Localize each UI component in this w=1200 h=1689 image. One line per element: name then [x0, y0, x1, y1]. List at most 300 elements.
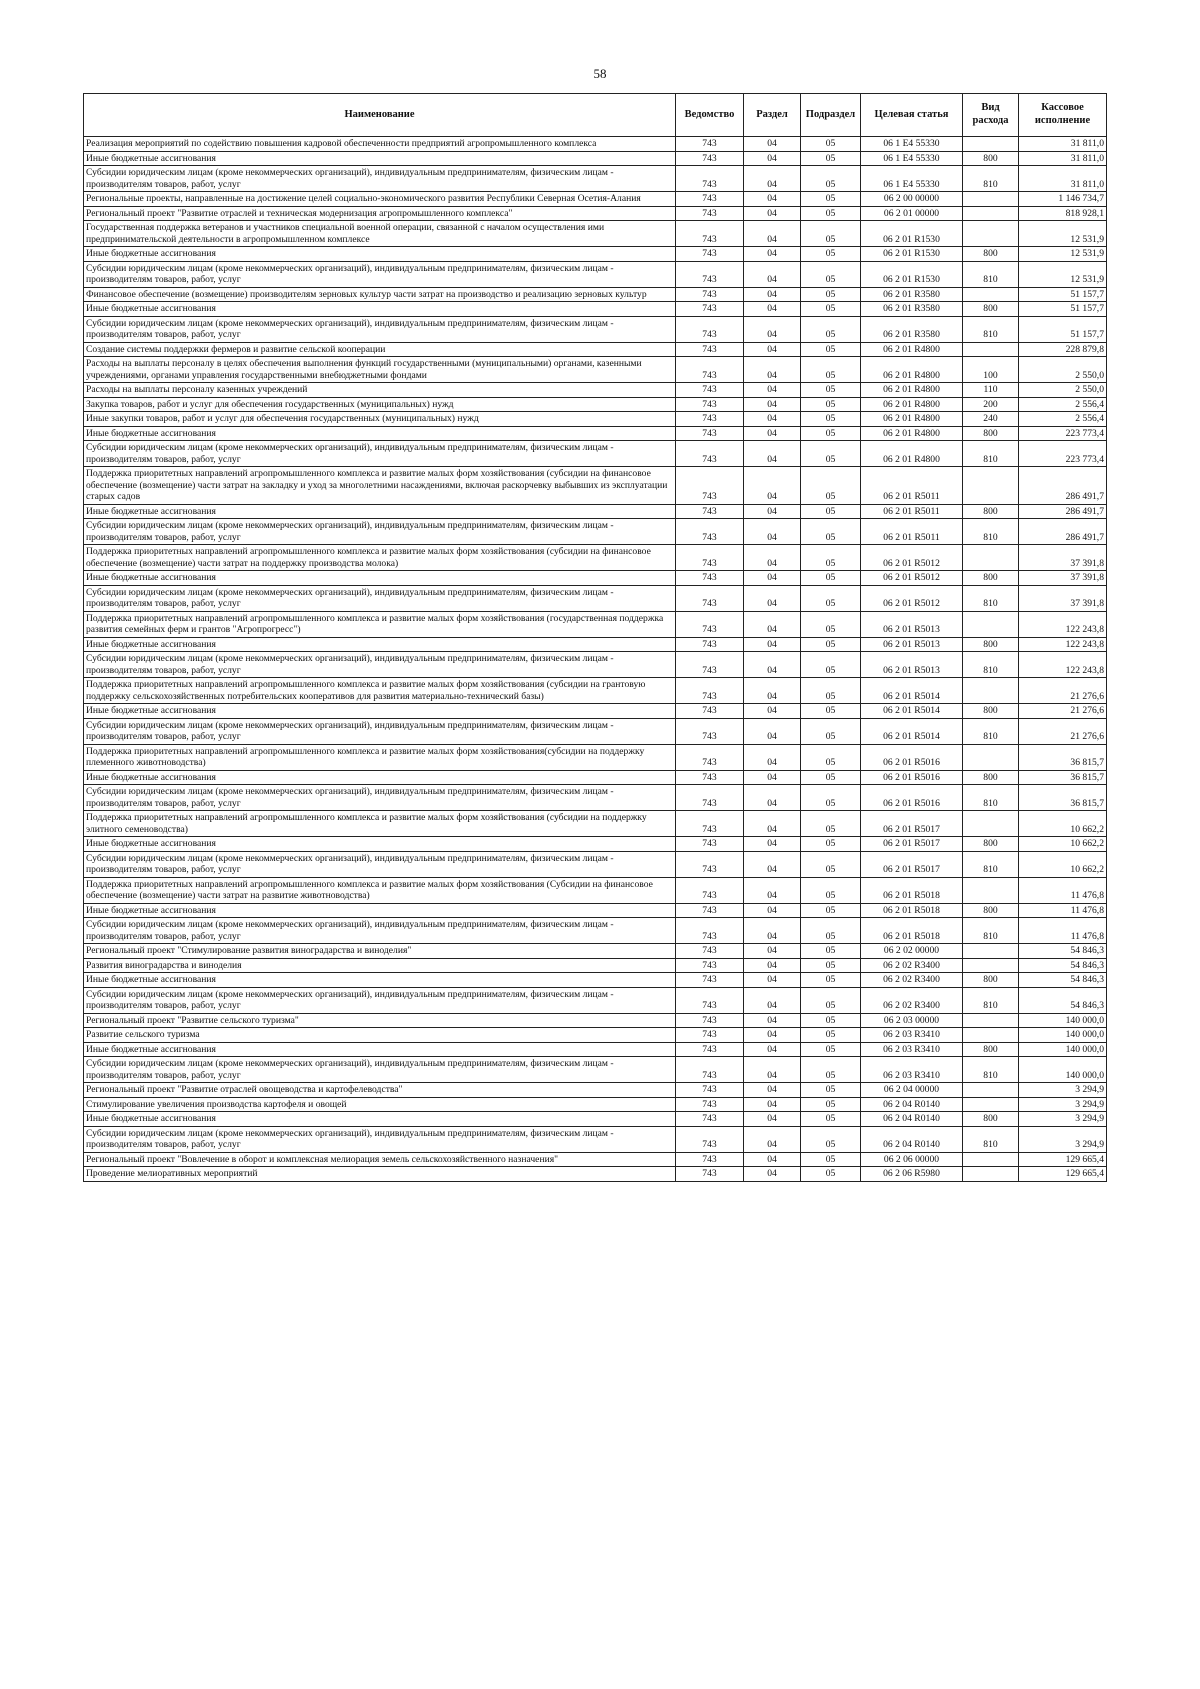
row-target-article: 06 2 02 R3400: [861, 987, 963, 1013]
row-target-article: 06 2 01 R5013: [861, 611, 963, 637]
row-section: 04: [744, 287, 801, 302]
row-department: 743: [676, 545, 744, 571]
row-subsection: 05: [801, 918, 861, 944]
row-target-article: 06 2 01 R5011: [861, 519, 963, 545]
row-subsection: 05: [801, 397, 861, 412]
table-row: [84, 151, 1107, 166]
table-row: [84, 206, 1107, 221]
header-subsection: Подраздел: [801, 94, 861, 137]
row-subsection: 05: [801, 221, 861, 247]
row-expense-type: 800: [963, 704, 1019, 719]
row-target-article: 06 2 01 R3580: [861, 302, 963, 317]
page-number: 58: [593, 66, 607, 81]
row-subsection: 05: [801, 206, 861, 221]
row-expense-type: 800: [963, 770, 1019, 785]
row-subsection: 05: [801, 166, 861, 192]
row-section: 04: [744, 137, 801, 152]
row-subsection: 05: [801, 261, 861, 287]
row-name: Иные бюджетные ассигнования: [84, 571, 676, 586]
row-subsection: 05: [801, 718, 861, 744]
table-row: [84, 1112, 1107, 1127]
row-name: Развития виноградарства и виноделия: [84, 958, 676, 973]
row-department: 743: [676, 221, 744, 247]
row-cash-execution: 54 846,3: [1019, 944, 1107, 959]
row-target-article: 06 2 01 R5012: [861, 571, 963, 586]
row-cash-execution: 228 879,8: [1019, 342, 1107, 357]
row-department: 743: [676, 918, 744, 944]
row-cash-execution: 54 846,3: [1019, 958, 1107, 973]
table-row: [84, 903, 1107, 918]
row-name: Реализация мероприятий по содействию повышения кадровой обеспеченности предприятий агропромышленного комплекса: [84, 137, 676, 152]
row-expense-type: [963, 287, 1019, 302]
row-name: Субсидии юридическим лицам (кроме некоммерческих организаций), индивидуальным предпринимателям, физическим лицам - производителям товаров, работ, услуг: [84, 441, 676, 467]
row-target-article: 06 2 01 R4800: [861, 441, 963, 467]
row-name: Субсидии юридическим лицам (кроме некоммерческих организаций), индивидуальным предпринимателям, физическим лицам - производителям товаров, работ, услуг: [84, 851, 676, 877]
row-expense-type: 800: [963, 1042, 1019, 1057]
row-department: 743: [676, 811, 744, 837]
table-row: [84, 467, 1107, 505]
row-section: 04: [744, 397, 801, 412]
row-section: 04: [744, 316, 801, 342]
row-department: 743: [676, 206, 744, 221]
row-subsection: 05: [801, 1083, 861, 1098]
row-cash-execution: 140 000,0: [1019, 1028, 1107, 1043]
row-cash-execution: 51 157,7: [1019, 316, 1107, 342]
row-name: Иные бюджетные ассигнования: [84, 770, 676, 785]
row-target-article: 06 1 E4 55330: [861, 151, 963, 166]
row-department: 743: [676, 151, 744, 166]
row-target-article: 06 2 01 R5017: [861, 837, 963, 852]
row-target-article: 06 2 02 R3400: [861, 958, 963, 973]
row-subsection: 05: [801, 877, 861, 903]
row-section: 04: [744, 1097, 801, 1112]
row-name: Поддержка приоритетных направлений агропромышленного комплекса и развитие малых форм хозяйствования (субсидии на поддержку элитного семеноводства): [84, 811, 676, 837]
row-subsection: 05: [801, 1126, 861, 1152]
row-target-article: 06 2 01 R5016: [861, 770, 963, 785]
header-expense-type: Вид расхода: [963, 94, 1019, 137]
row-target-article: 06 2 01 R5017: [861, 811, 963, 837]
row-subsection: 05: [801, 137, 861, 152]
row-target-article: 06 2 01 R5018: [861, 877, 963, 903]
row-department: 743: [676, 770, 744, 785]
row-expense-type: 810: [963, 261, 1019, 287]
row-target-article: 06 2 01 R5011: [861, 504, 963, 519]
row-expense-type: 800: [963, 426, 1019, 441]
row-cash-execution: 51 157,7: [1019, 287, 1107, 302]
row-target-article: 06 2 01 R5011: [861, 467, 963, 505]
header-section: Раздел: [744, 94, 801, 137]
row-expense-type: 200: [963, 397, 1019, 412]
row-target-article: 06 2 01 R4800: [861, 412, 963, 427]
row-expense-type: 810: [963, 652, 1019, 678]
row-subsection: 05: [801, 903, 861, 918]
table-row: [84, 1083, 1107, 1098]
row-name: Иные бюджетные ассигнования: [84, 903, 676, 918]
row-expense-type: 240: [963, 412, 1019, 427]
row-subsection: 05: [801, 678, 861, 704]
table-row: [84, 770, 1107, 785]
row-subsection: 05: [801, 1167, 861, 1182]
row-subsection: 05: [801, 545, 861, 571]
row-cash-execution: 223 773,4: [1019, 426, 1107, 441]
row-department: 743: [676, 247, 744, 262]
row-expense-type: [963, 811, 1019, 837]
row-cash-execution: 3 294,9: [1019, 1126, 1107, 1152]
row-department: 743: [676, 342, 744, 357]
row-section: 04: [744, 944, 801, 959]
row-subsection: 05: [801, 1057, 861, 1083]
row-cash-execution: 140 000,0: [1019, 1013, 1107, 1028]
row-expense-type: 810: [963, 441, 1019, 467]
table-row: [84, 504, 1107, 519]
row-department: 743: [676, 316, 744, 342]
row-name: Субсидии юридическим лицам (кроме некоммерческих организаций), индивидуальным предпринимателям, физическим лицам - производителям товаров, работ, услуг: [84, 316, 676, 342]
table-row: [84, 1057, 1107, 1083]
table-row: [84, 1042, 1107, 1057]
row-target-article: 06 2 01 R4800: [861, 383, 963, 398]
row-name: Иные бюджетные ассигнования: [84, 1112, 676, 1127]
row-target-article: 06 2 01 R5012: [861, 585, 963, 611]
table-row: [84, 637, 1107, 652]
row-department: 743: [676, 678, 744, 704]
row-target-article: 06 2 03 R3410: [861, 1028, 963, 1043]
row-target-article: 06 2 01 R4800: [861, 357, 963, 383]
row-target-article: 06 2 06 00000: [861, 1152, 963, 1167]
table-row: [84, 973, 1107, 988]
row-name: Субсидии юридическим лицам (кроме некоммерческих организаций), индивидуальным предпринимателям, физическим лицам - производителям товаров, работ, услуг: [84, 1057, 676, 1083]
row-cash-execution: 36 815,7: [1019, 785, 1107, 811]
row-name: Государственная поддержка ветеранов и участников специальной военной операции, связанной с началом осуществления ими предпринимательской деятельности в агропромышленном комплексе: [84, 221, 676, 247]
row-section: 04: [744, 545, 801, 571]
row-expense-type: 800: [963, 302, 1019, 317]
row-target-article: 06 1 E4 55330: [861, 166, 963, 192]
row-section: 04: [744, 467, 801, 505]
table-row: [84, 412, 1107, 427]
row-subsection: 05: [801, 426, 861, 441]
row-target-article: 06 1 E4 55330: [861, 137, 963, 152]
row-section: 04: [744, 811, 801, 837]
table-row: [84, 704, 1107, 719]
row-subsection: 05: [801, 357, 861, 383]
row-expense-type: [963, 342, 1019, 357]
row-section: 04: [744, 441, 801, 467]
row-department: 743: [676, 397, 744, 412]
row-subsection: 05: [801, 1112, 861, 1127]
row-subsection: 05: [801, 1028, 861, 1043]
row-subsection: 05: [801, 785, 861, 811]
table-row: [84, 166, 1107, 192]
row-section: 04: [744, 342, 801, 357]
row-target-article: 06 2 01 R4800: [861, 397, 963, 412]
row-target-article: 06 2 04 R0140: [861, 1097, 963, 1112]
header-department: Ведомство: [676, 94, 744, 137]
row-expense-type: 810: [963, 785, 1019, 811]
row-cash-execution: 31 811,0: [1019, 166, 1107, 192]
row-name: Субсидии юридическим лицам (кроме некоммерческих организаций), индивидуальным предпринимателям, физическим лицам - производителям товаров, работ, услуг: [84, 652, 676, 678]
row-section: 04: [744, 519, 801, 545]
row-cash-execution: 286 491,7: [1019, 467, 1107, 505]
row-expense-type: [963, 611, 1019, 637]
row-name: Субсидии юридическим лицам (кроме некоммерческих организаций), индивидуальным предпринимателям, физическим лицам - производителям товаров, работ, услуг: [84, 718, 676, 744]
row-section: 04: [744, 652, 801, 678]
row-expense-type: [963, 221, 1019, 247]
row-expense-type: 810: [963, 1057, 1019, 1083]
row-name: Финансовое обеспечение (возмещение) производителям зерновых культур части затрат на производство и реализацию зерновых культур: [84, 287, 676, 302]
row-name: Региональный проект "Развитие сельского туризма": [84, 1013, 676, 1028]
row-expense-type: 810: [963, 851, 1019, 877]
row-name: Поддержка приоритетных направлений агропромышленного комплекса и развитие малых форм хозяйствования (субсидии на финансовое обеспечение (возмещение) части затрат на закладку и уход за многолетними насаждениями, включая раскорчевку выбывших из эксплуатации старых садов: [84, 467, 676, 505]
table-row: [84, 1028, 1107, 1043]
row-target-article: 06 2 01 R1530: [861, 247, 963, 262]
row-name: Иные бюджетные ассигнования: [84, 426, 676, 441]
row-cash-execution: 54 846,3: [1019, 973, 1107, 988]
row-name: Субсидии юридическим лицам (кроме некоммерческих организаций), индивидуальным предпринимателям, физическим лицам - производителям товаров, работ, услуг: [84, 1126, 676, 1152]
row-name: Закупка товаров, работ и услуг для обеспечения государственных (муниципальных) нужд: [84, 397, 676, 412]
row-subsection: 05: [801, 192, 861, 207]
table-row: [84, 342, 1107, 357]
table-row: [84, 441, 1107, 467]
row-cash-execution: 12 531,9: [1019, 261, 1107, 287]
row-name: Субсидии юридическим лицам (кроме некоммерческих организаций), индивидуальным предпринимателям, физическим лицам - производителям товаров, работ, услуг: [84, 261, 676, 287]
row-department: 743: [676, 571, 744, 586]
row-subsection: 05: [801, 944, 861, 959]
row-expense-type: [963, 1152, 1019, 1167]
row-department: 743: [676, 412, 744, 427]
row-expense-type: [963, 958, 1019, 973]
header-target-article: Целевая статья: [861, 94, 963, 137]
row-department: 743: [676, 287, 744, 302]
row-department: 743: [676, 1057, 744, 1083]
row-section: 04: [744, 1152, 801, 1167]
table-row: [84, 652, 1107, 678]
row-subsection: 05: [801, 611, 861, 637]
row-department: 743: [676, 519, 744, 545]
row-target-article: 06 2 04 R0140: [861, 1126, 963, 1152]
row-section: 04: [744, 637, 801, 652]
row-target-article: 06 2 01 R5018: [861, 918, 963, 944]
row-department: 743: [676, 166, 744, 192]
row-cash-execution: 10 662,2: [1019, 811, 1107, 837]
row-section: 04: [744, 571, 801, 586]
header-cash-execution: Кассовое исполнение: [1019, 94, 1107, 137]
row-name: Поддержка приоритетных направлений агропромышленного комплекса и развитие малых форм хозяйствования (субсидии на грантовую поддержку сельскохозяйственных потребительских кооперативов для развития материально-технический базы): [84, 678, 676, 704]
table-row: [84, 811, 1107, 837]
row-department: 743: [676, 426, 744, 441]
row-target-article: 06 2 04 00000: [861, 1083, 963, 1098]
row-section: 04: [744, 770, 801, 785]
row-name: Расходы на выплаты персоналу в целях обеспечения выполнения функций государственными (муниципальными) органами, казенными учреждениями, органами управления государственными внебюджетными фондами: [84, 357, 676, 383]
row-cash-execution: 122 243,8: [1019, 637, 1107, 652]
header-name: Наименование: [84, 94, 676, 137]
row-subsection: 05: [801, 851, 861, 877]
table-row: [84, 1152, 1107, 1167]
row-name: Развитие сельского туризма: [84, 1028, 676, 1043]
row-section: 04: [744, 704, 801, 719]
table-row: [84, 357, 1107, 383]
row-cash-execution: 11 476,8: [1019, 877, 1107, 903]
row-target-article: 06 2 01 R5016: [861, 744, 963, 770]
table-row: [84, 287, 1107, 302]
row-cash-execution: 54 846,3: [1019, 987, 1107, 1013]
row-section: 04: [744, 357, 801, 383]
row-cash-execution: 2 550,0: [1019, 357, 1107, 383]
row-name: Иные бюджетные ассигнования: [84, 151, 676, 166]
row-department: 743: [676, 1112, 744, 1127]
row-expense-type: [963, 1028, 1019, 1043]
table-row: [84, 987, 1107, 1013]
row-department: 743: [676, 357, 744, 383]
row-target-article: 06 2 00 00000: [861, 192, 963, 207]
row-section: 04: [744, 221, 801, 247]
row-subsection: 05: [801, 316, 861, 342]
table-row: [84, 261, 1107, 287]
row-target-article: 06 2 03 R3410: [861, 1057, 963, 1083]
row-section: 04: [744, 1112, 801, 1127]
row-section: 04: [744, 958, 801, 973]
row-department: 743: [676, 652, 744, 678]
row-cash-execution: 818 928,1: [1019, 206, 1107, 221]
table-row: [84, 383, 1107, 398]
row-department: 743: [676, 987, 744, 1013]
row-expense-type: 810: [963, 987, 1019, 1013]
row-department: 743: [676, 1097, 744, 1112]
row-subsection: 05: [801, 342, 861, 357]
row-name: Субсидии юридическим лицам (кроме некоммерческих организаций), индивидуальным предпринимателям, физическим лицам - производителям товаров, работ, услуг: [84, 987, 676, 1013]
row-section: 04: [744, 166, 801, 192]
row-subsection: 05: [801, 1152, 861, 1167]
row-department: 743: [676, 585, 744, 611]
row-section: 04: [744, 973, 801, 988]
row-department: 743: [676, 851, 744, 877]
row-subsection: 05: [801, 467, 861, 505]
row-department: 743: [676, 261, 744, 287]
row-target-article: 06 2 01 R3580: [861, 287, 963, 302]
row-target-article: 06 2 03 00000: [861, 1013, 963, 1028]
row-cash-execution: 2 550,0: [1019, 383, 1107, 398]
row-section: 04: [744, 1126, 801, 1152]
row-subsection: 05: [801, 441, 861, 467]
row-subsection: 05: [801, 744, 861, 770]
row-subsection: 05: [801, 1013, 861, 1028]
row-name: Поддержка приоритетных направлений агропромышленного комплекса и развитие малых форм хозяйствования (государственная поддержка развития семейных ферм и грантов "Агропрогресс"): [84, 611, 676, 637]
row-section: 04: [744, 851, 801, 877]
row-target-article: 06 2 06 R5980: [861, 1167, 963, 1182]
row-cash-execution: 129 665,4: [1019, 1167, 1107, 1182]
row-department: 743: [676, 1167, 744, 1182]
row-target-article: 06 2 02 R3400: [861, 973, 963, 988]
row-subsection: 05: [801, 987, 861, 1013]
row-expense-type: [963, 944, 1019, 959]
row-cash-execution: 2 556,4: [1019, 397, 1107, 412]
row-department: 743: [676, 903, 744, 918]
table-row: [84, 918, 1107, 944]
budget-execution-table: [83, 93, 1107, 1182]
row-subsection: 05: [801, 383, 861, 398]
table-row: [84, 397, 1107, 412]
row-cash-execution: 122 243,8: [1019, 652, 1107, 678]
row-subsection: 05: [801, 412, 861, 427]
row-section: 04: [744, 1028, 801, 1043]
row-cash-execution: 12 531,9: [1019, 221, 1107, 247]
row-cash-execution: 140 000,0: [1019, 1057, 1107, 1083]
row-expense-type: 810: [963, 316, 1019, 342]
row-name: Субсидии юридическим лицам (кроме некоммерческих организаций), индивидуальным предпринимателям, физическим лицам - производителям товаров, работ, услуг: [84, 918, 676, 944]
row-cash-execution: 10 662,2: [1019, 851, 1107, 877]
row-section: 04: [744, 678, 801, 704]
row-cash-execution: 140 000,0: [1019, 1042, 1107, 1057]
row-expense-type: [963, 467, 1019, 505]
row-department: 743: [676, 1042, 744, 1057]
row-expense-type: [963, 744, 1019, 770]
row-department: 743: [676, 611, 744, 637]
row-subsection: 05: [801, 287, 861, 302]
table-row: [84, 316, 1107, 342]
row-name: Иные бюджетные ассигнования: [84, 973, 676, 988]
row-cash-execution: 21 276,6: [1019, 678, 1107, 704]
row-section: 04: [744, 611, 801, 637]
table-row: [84, 837, 1107, 852]
row-section: 04: [744, 383, 801, 398]
row-section: 04: [744, 247, 801, 262]
row-department: 743: [676, 718, 744, 744]
row-section: 04: [744, 1083, 801, 1098]
row-subsection: 05: [801, 837, 861, 852]
row-cash-execution: 11 476,8: [1019, 918, 1107, 944]
row-cash-execution: 37 391,8: [1019, 585, 1107, 611]
row-department: 743: [676, 1083, 744, 1098]
row-cash-execution: 12 531,9: [1019, 247, 1107, 262]
row-cash-execution: 3 294,9: [1019, 1083, 1107, 1098]
row-cash-execution: 51 157,7: [1019, 302, 1107, 317]
table-row: [84, 426, 1107, 441]
row-section: 04: [744, 261, 801, 287]
row-target-article: 06 2 01 R5017: [861, 851, 963, 877]
row-department: 743: [676, 877, 744, 903]
row-target-article: 06 2 01 R3580: [861, 316, 963, 342]
table-row: [84, 718, 1107, 744]
row-section: 04: [744, 1167, 801, 1182]
row-section: 04: [744, 151, 801, 166]
table-row: [84, 1167, 1107, 1182]
row-department: 743: [676, 441, 744, 467]
row-cash-execution: 129 665,4: [1019, 1152, 1107, 1167]
table-row: [84, 944, 1107, 959]
row-subsection: 05: [801, 1097, 861, 1112]
row-name: Региональный проект "Стимулирование развития виноградарства и виноделия": [84, 944, 676, 959]
row-cash-execution: 31 811,0: [1019, 151, 1107, 166]
row-cash-execution: 223 773,4: [1019, 441, 1107, 467]
table-row: [84, 137, 1107, 152]
row-department: 743: [676, 1028, 744, 1043]
row-expense-type: [963, 1097, 1019, 1112]
row-cash-execution: 3 294,9: [1019, 1097, 1107, 1112]
row-expense-type: 800: [963, 1112, 1019, 1127]
row-section: 04: [744, 987, 801, 1013]
row-subsection: 05: [801, 504, 861, 519]
row-section: 04: [744, 302, 801, 317]
row-cash-execution: 286 491,7: [1019, 519, 1107, 545]
row-expense-type: 110: [963, 383, 1019, 398]
row-subsection: 05: [801, 652, 861, 678]
row-name: Субсидии юридическим лицам (кроме некоммерческих организаций), индивидуальным предпринимателям, физическим лицам - производителям товаров, работ, услуг: [84, 785, 676, 811]
row-subsection: 05: [801, 151, 861, 166]
row-name: Иные бюджетные ассигнования: [84, 247, 676, 262]
row-subsection: 05: [801, 571, 861, 586]
row-expense-type: 810: [963, 166, 1019, 192]
row-name: Проведение мелиоративных мероприятий: [84, 1167, 676, 1182]
row-department: 743: [676, 504, 744, 519]
row-section: 04: [744, 1013, 801, 1028]
